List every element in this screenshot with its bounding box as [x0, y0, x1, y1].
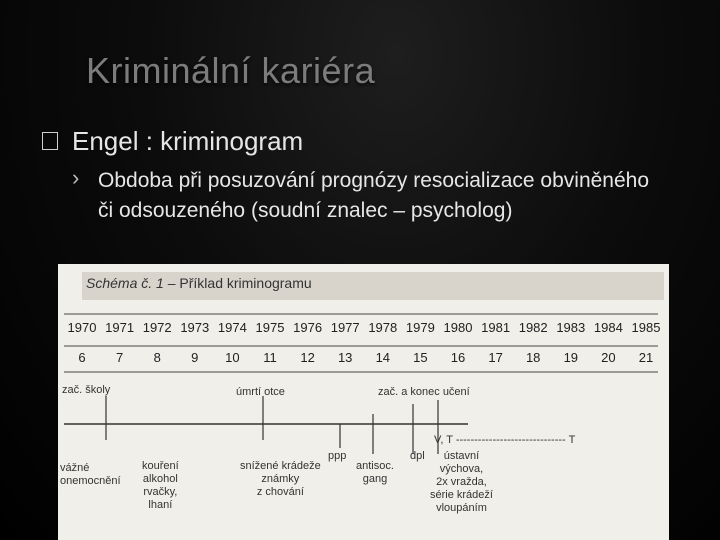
bullet-level2-text: Obdoba při posuzování prognózy resocializace obviněného či odsouzeného (soudní znalec – psycholog) [98, 169, 650, 222]
age-cell: 7 [115, 350, 124, 365]
age-cell: 8 [153, 350, 161, 365]
event-illness: vážné onemocnění [60, 462, 121, 487]
caption-title: Příklad kriminogramu [179, 275, 312, 291]
age-cell: 18 [525, 350, 541, 365]
age-cell: 9 [191, 350, 199, 365]
age-cell: 12 [300, 350, 315, 365]
age-cell: 13 [337, 350, 353, 365]
year-cell: 1980 [443, 320, 473, 335]
year-cell: 1984 [593, 320, 623, 335]
age-cell: 20 [601, 350, 616, 365]
bullet-level1 [42, 124, 303, 158]
year-cell: 1981 [481, 320, 511, 335]
year-cell: 1978 [368, 320, 398, 335]
age-cell: 6 [78, 350, 86, 365]
year-cell: 1982 [518, 320, 548, 335]
event-grades: snížené krádeže známky z chování [240, 460, 321, 498]
event-institution: ústavní výchova, 2x vražda, série krádeží vloupáním [430, 450, 493, 514]
age-cell: 17 [488, 350, 503, 365]
caption-separator: – [163, 275, 180, 291]
bullet-level1-text: Engel : kriminogram [72, 125, 304, 156]
square-bullet-icon [42, 132, 58, 150]
event-school-start: zač. školy [62, 384, 111, 396]
event-right-marker: V, T ------------------------------ T [434, 434, 576, 446]
chevron-right-icon: › [72, 165, 80, 190]
event-smoking: kouření alkohol rvačky, lhaní [142, 460, 179, 511]
slide-title: Kriminální kariéra [86, 50, 376, 91]
year-cell: 1971 [105, 320, 135, 335]
year-cell: 1983 [556, 320, 586, 335]
year-cell: 1973 [180, 320, 210, 335]
age-cell: 14 [375, 350, 391, 365]
year-cell: 1974 [217, 320, 247, 335]
event-antisoc: antisoc. gang [356, 460, 394, 485]
caption-prefix: Schéma č. 1 [86, 275, 164, 291]
event-ppp: ppp [328, 450, 347, 462]
age-cell: 11 [263, 350, 277, 365]
year-cell: 1975 [255, 320, 285, 335]
event-dpl: dpl [410, 450, 425, 462]
year-cell: 1977 [330, 320, 360, 335]
event-apprentice: zač. a konec učení [378, 386, 470, 398]
age-cell: 10 [225, 350, 240, 365]
age-cell: 15 [413, 350, 428, 365]
year-cell: 1976 [293, 320, 323, 335]
year-cell: 1979 [405, 320, 435, 335]
event-father-death: úmrtí otce [236, 386, 285, 398]
age-cell: 16 [450, 350, 466, 365]
year-cell: 1970 [67, 320, 97, 335]
age-cell: 21 [638, 350, 654, 365]
year-cell: 1985 [631, 320, 661, 335]
age-cell: 19 [563, 350, 579, 365]
year-cell: 1972 [142, 320, 172, 335]
kriminogram-image [58, 264, 669, 540]
